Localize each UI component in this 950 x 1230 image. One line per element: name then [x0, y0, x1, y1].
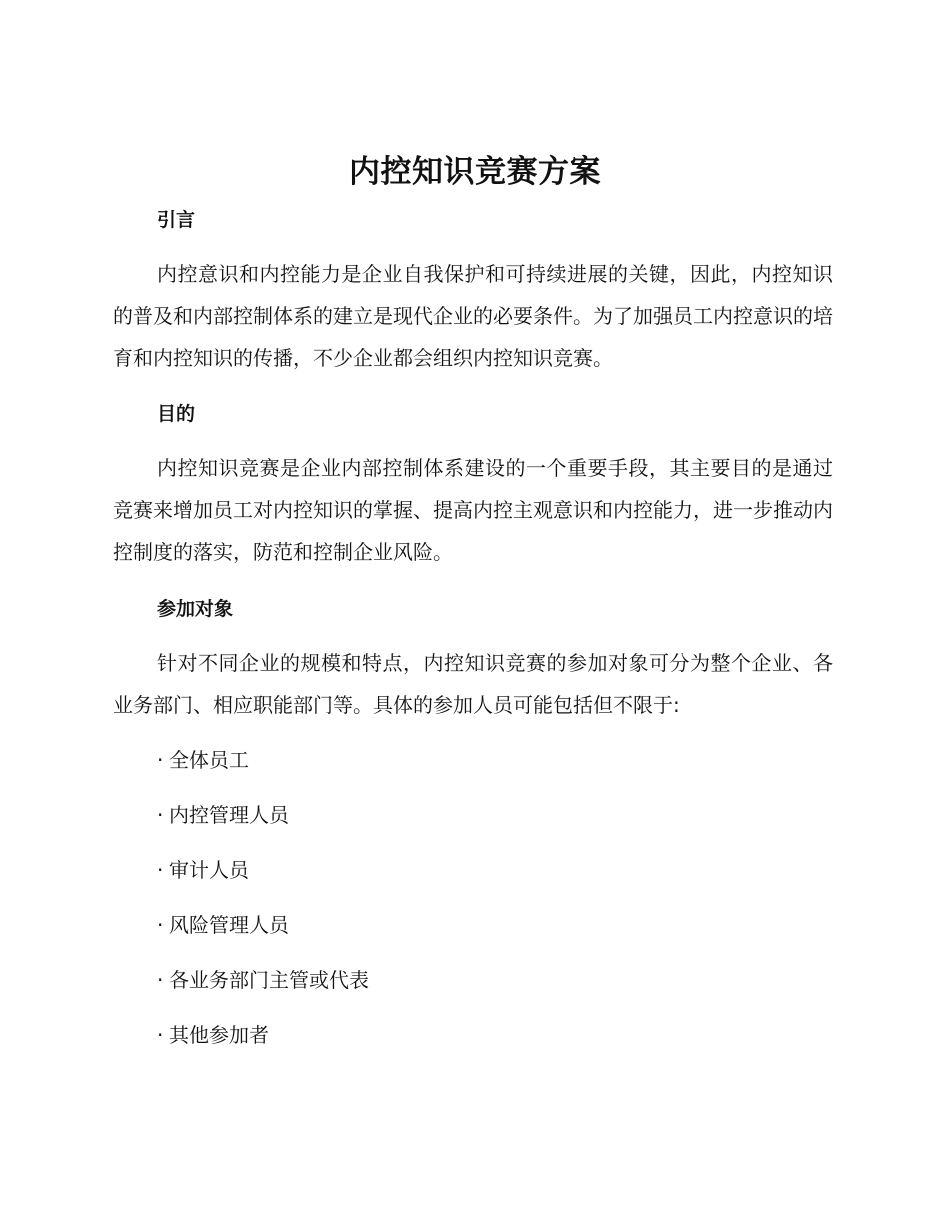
participant-list	[157, 740, 757, 1070]
bullet-icon: ·	[157, 968, 164, 992]
list-item-text: 内控管理人员	[169, 803, 289, 827]
list-item-text: 各业务部门主管或代表	[169, 968, 369, 992]
list-item-text: 审计人员	[169, 858, 249, 882]
bullet-icon: ·	[157, 1023, 164, 1047]
list-item	[157, 740, 757, 780]
bullet-icon: ·	[157, 913, 164, 937]
list-item	[157, 960, 757, 1000]
section-paragraph-introduction: 内控意识和内控能力是企业自我保护和可持续进展的关键，因此，内控知识的普及和内部控制体系的建立是现代企业的必要条件。为了加强员工内控意识的培育和内控知识的传播，不少企业都会组织内控知识竞赛。	[113, 262, 833, 370]
section-paragraph-purpose: 内控知识竞赛是企业内部控制体系建设的一个重要手段，其主要目的是通过竞赛来增加员工对内控知识的掌握、提高内控主观意识和内控能力，进一步推动内控制度的落实，防范和控制企业风险。	[113, 456, 833, 564]
list-item	[157, 1015, 757, 1055]
section-paragraph-participants: 针对不同企业的规模和特点，内控知识竞赛的参加对象可分为整个企业、各业务部门、相应职能部门等。具体的参加人员可能包括但不限于:	[113, 651, 833, 717]
bullet-icon: ·	[157, 858, 164, 882]
list-item	[157, 850, 757, 890]
section-heading-purpose: 目的	[157, 403, 196, 425]
list-item-text: 风险管理人员	[169, 913, 289, 937]
list-item-text: 其他参加者	[169, 1023, 269, 1047]
section-heading-participants: 参加对象	[157, 598, 234, 620]
page-title: 内控知识竞赛方案	[349, 154, 601, 190]
section-heading-introduction: 引言	[157, 209, 196, 231]
bullet-icon: ·	[157, 803, 164, 827]
bullet-icon: ·	[157, 748, 164, 772]
list-item	[157, 905, 757, 945]
list-item-text: 全体员工	[169, 748, 249, 772]
list-item	[157, 795, 757, 835]
